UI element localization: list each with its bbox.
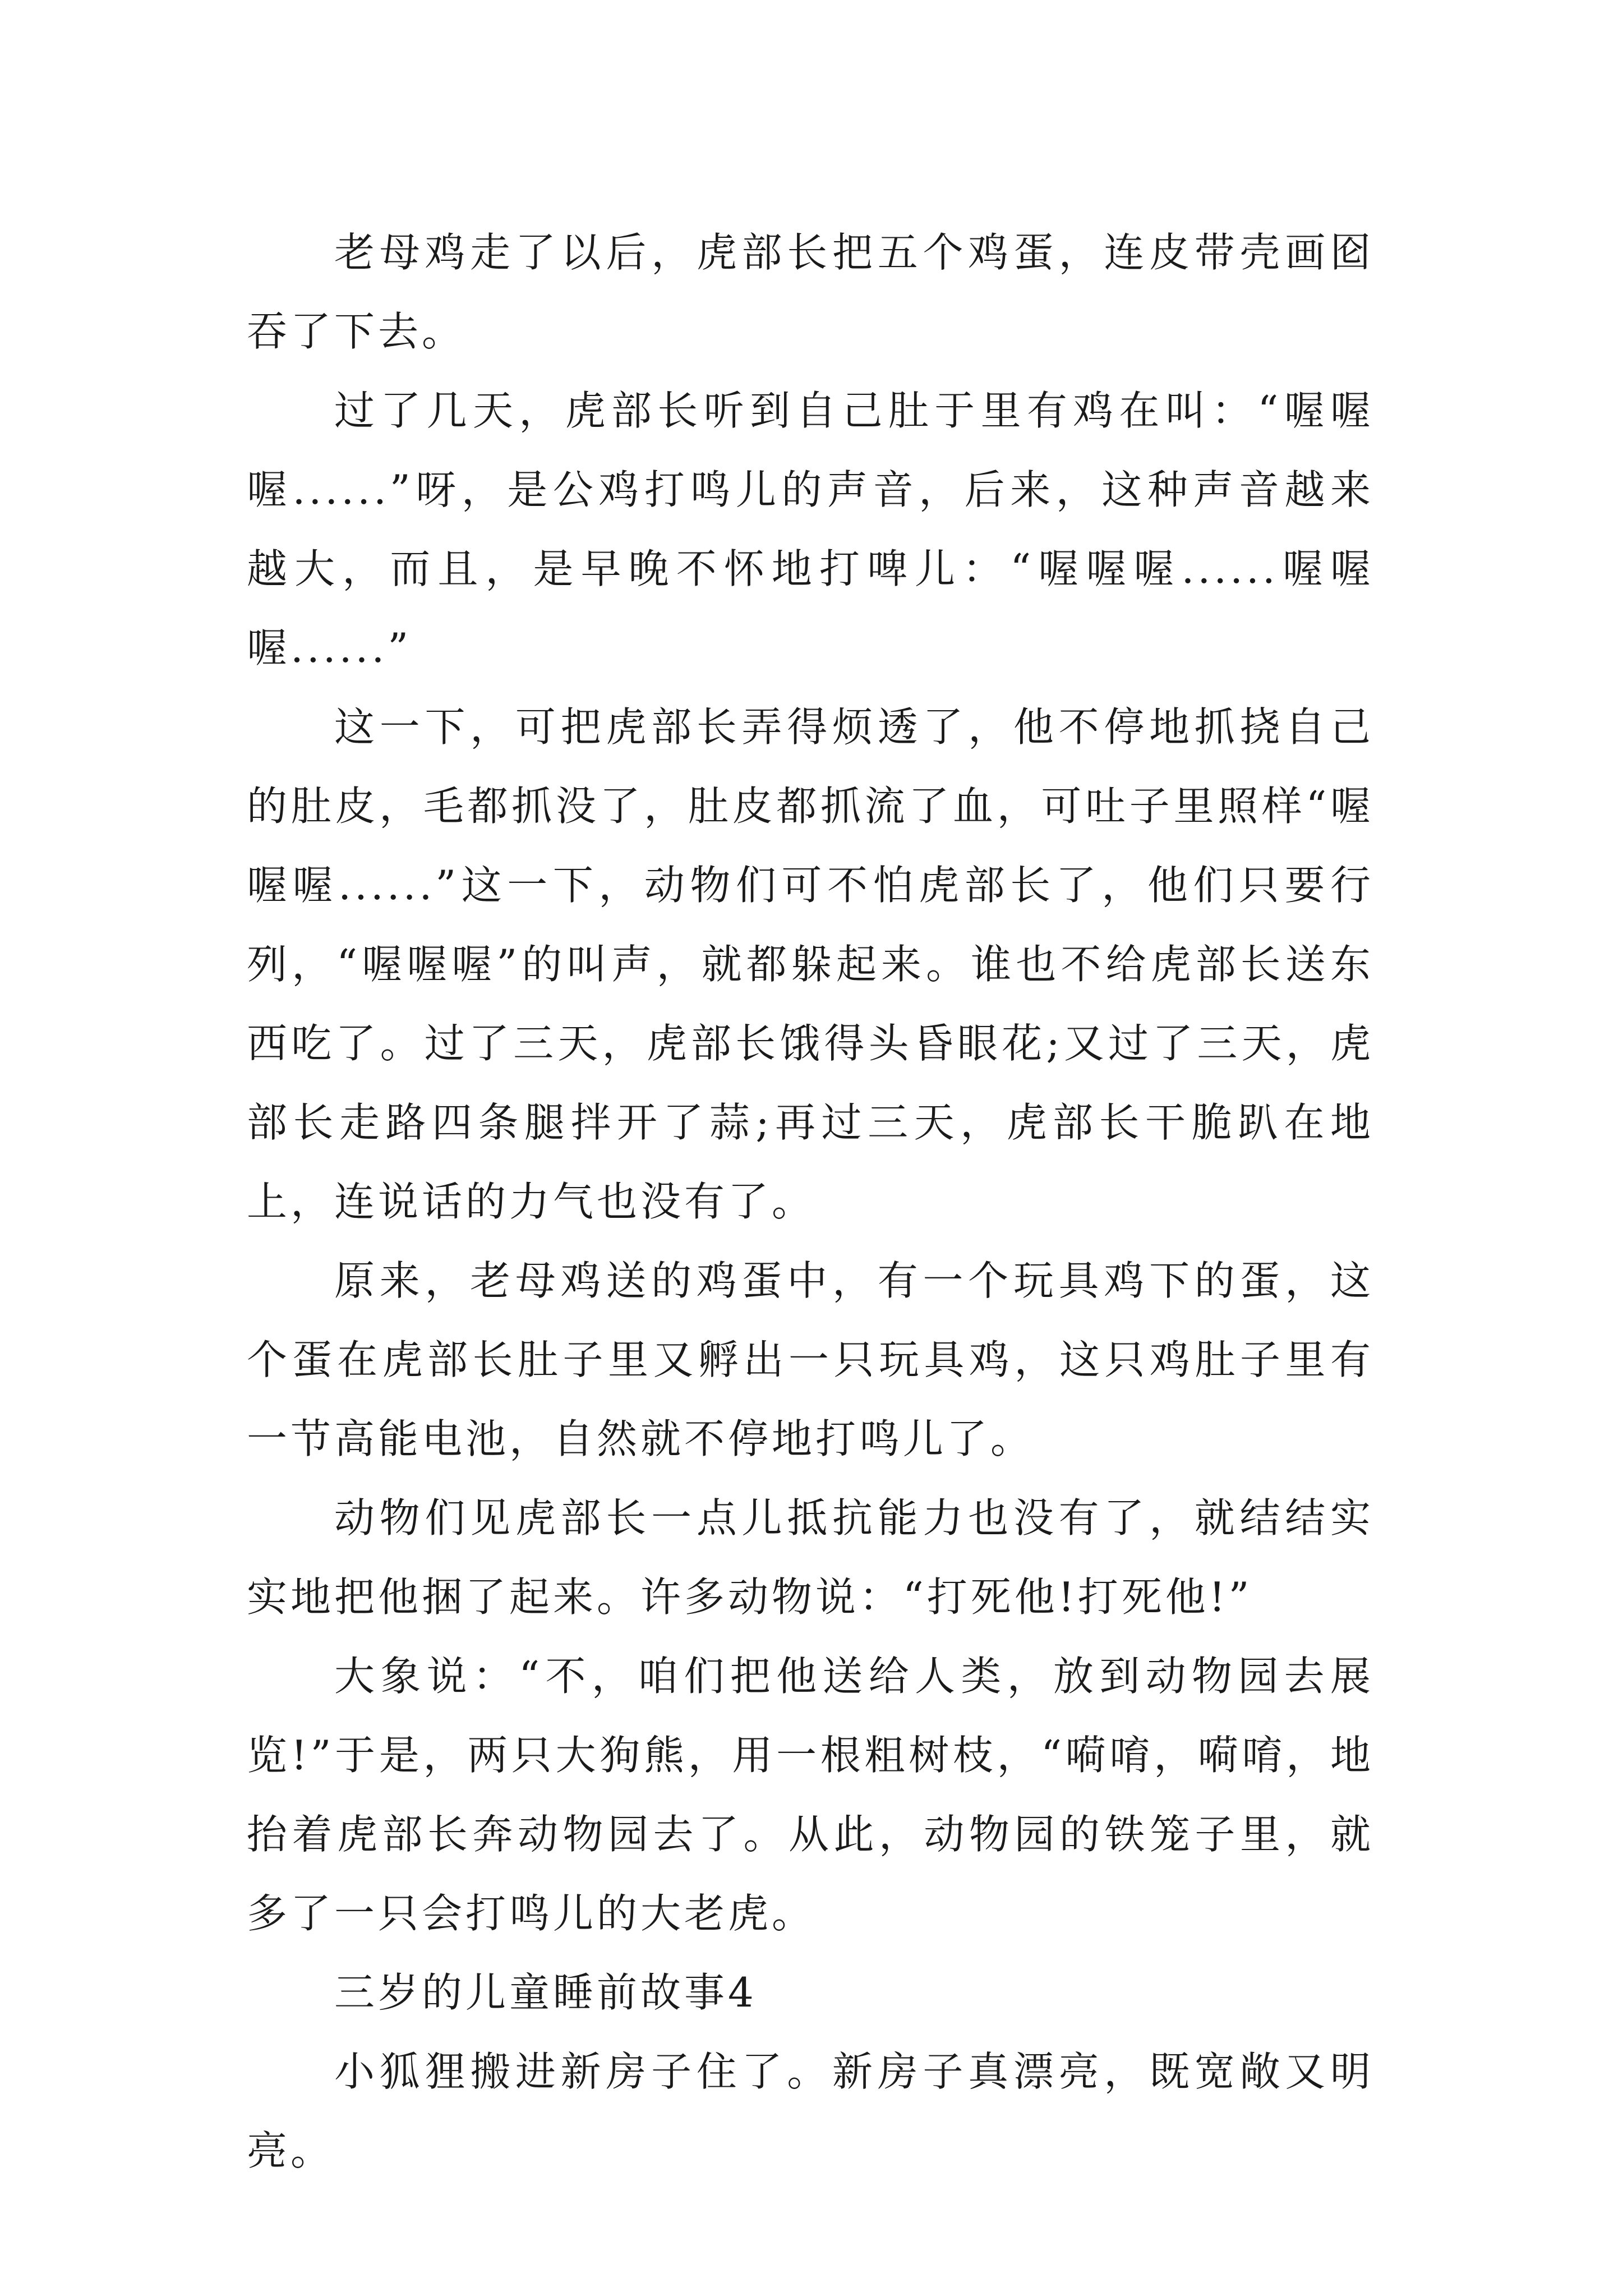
paragraph: 原来，老母鸡送的鸡蛋中，有一个玩具鸡下的蛋，这个蛋在虎部长肚子里又孵出一只玩具鸡，这只鸡肚子里有一节高能电池，自然就不停地打鸣儿了。 bbox=[247, 1257, 1374, 1462]
paragraph: 过了几天，虎部长听到自己肚于里有鸡在叫：“喔喔喔......”呀，是公鸡打鸣儿的声音，后来，这种声音越来越大，而且，是早晚不怀地打啤儿：“喔喔喔......喔喔喔......” bbox=[247, 387, 1374, 671]
paragraph: 老母鸡走了以后，虎部长把五个鸡蛋，连皮带壳画囵吞了下去。 bbox=[247, 229, 1374, 355]
paragraph: 这一下，可把虎部长弄得烦透了，他不停地抓挠自己的肚皮，毛都抓没了，肚皮都抓流了血，可吐子里照样“喔喔喔......”这一下，动物们可不怕虎部长了，他们只要行列，“喔喔喔”的叫声，就都躲起来。谁也不给虎部长送东西吃了。过了三天，虎部长饿得头昏眼花;又过了三天，虎部长走路四条腿拌开了蒜;再过三天，虎部长干脆趴在地上，连说话的力气也没有了。 bbox=[247, 703, 1374, 1225]
paragraph: 动物们见虎部长一点儿抵抗能力也没有了，就结结实实地把他捆了起来。许多动物说：“打死他!打死他!” bbox=[247, 1494, 1374, 1621]
document-body bbox=[247, 213, 1374, 2191]
section-heading: 三岁的儿童睡前故事4 bbox=[334, 1969, 757, 2016]
paragraph: 小狐狸搬进新房子住了。新房子真漂亮，既宽敞又明亮。 bbox=[247, 2048, 1374, 2174]
paragraph: 大象说：“不，咱们把他送给人类，放到动物园去展览!”于是，两只大狗熊，用一根粗树枝，“嗬唷，嗬唷，地抬着虎部长奔动物园去了。从此，动物园的铁笼子里，就多了一只会打鸣儿的大老虎。 bbox=[247, 1653, 1374, 1937]
